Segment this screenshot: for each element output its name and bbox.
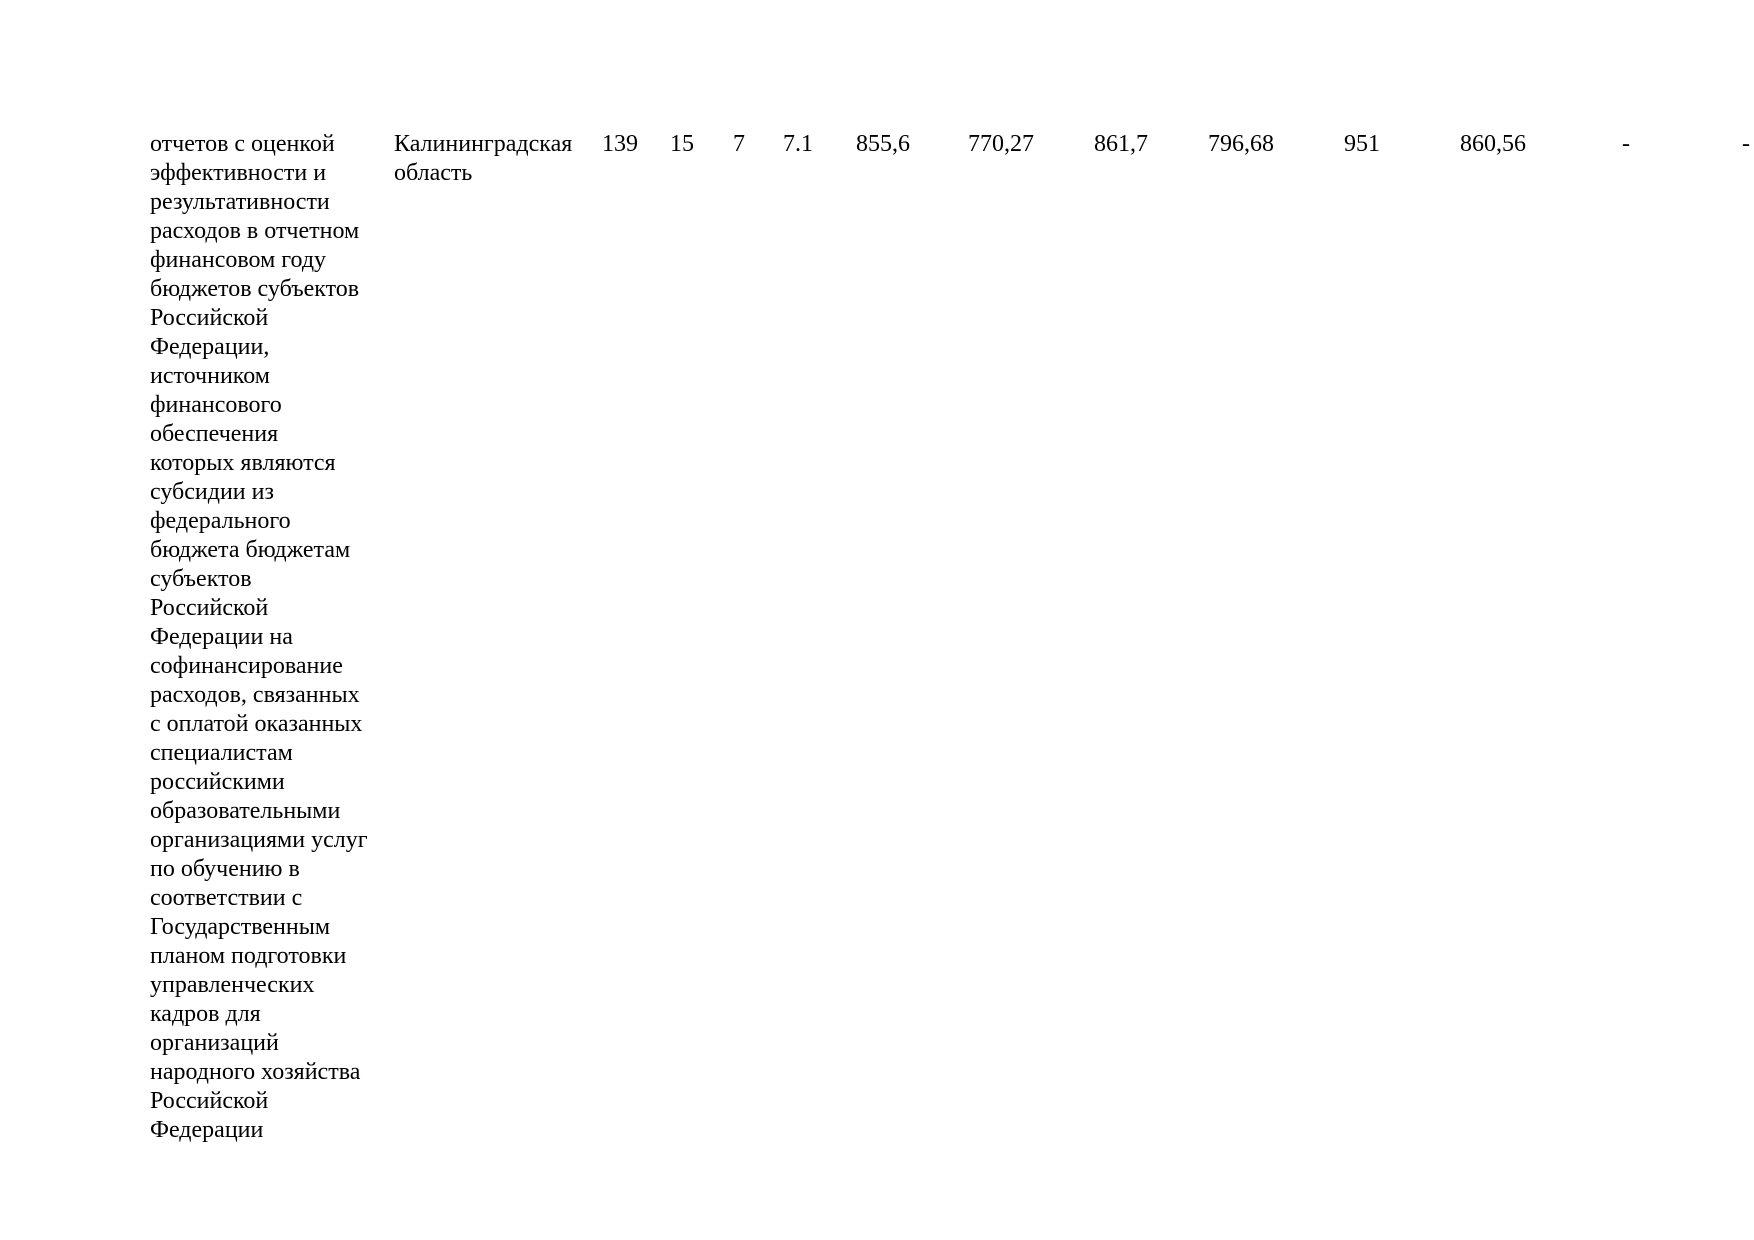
description-line: организаций [150,1030,279,1056]
description-line: по обучению в [150,856,300,882]
region-line: область [394,160,473,186]
description-line: расходов в отчетном [150,218,360,244]
description-line: Российской [150,1088,269,1114]
value-cell: 770,27 [968,131,1034,157]
value-cell: 796,68 [1208,131,1274,157]
description-line: обеспечения [150,421,279,447]
description-line: бюджетов субъектов [150,276,360,302]
value-cell: 860,56 [1460,131,1526,157]
description-line: эффективности и [150,160,327,186]
description-line: Федерации, [150,334,270,360]
indicator-description [150,130,382,1145]
code-cell: 7 [733,131,745,157]
code-cell: 15 [670,131,694,157]
description-line: соответствии с [150,885,303,911]
value-cell: 855,6 [856,131,910,157]
description-line: субсидии из [150,479,274,505]
description-line: Федерации [150,1117,264,1143]
description-line: результативности [150,189,330,215]
description-line: источником [150,363,270,389]
description-line: образовательными [150,798,341,824]
value-cell: - [1742,131,1750,157]
region-cell [394,130,594,188]
description-line: отчетов с оценкой [150,131,335,157]
description-line: бюджета бюджетам [150,537,351,563]
description-line: софинансирование [150,653,343,679]
description-line: управленческих [150,972,315,998]
description-line: российскими [150,769,285,795]
description-line: расходов, связанных [150,682,360,708]
description-line: финансовом году [150,247,327,273]
description-line: субъектов [150,566,252,592]
description-line: Федерации на [150,624,293,650]
code-cell: 7.1 [783,131,813,157]
description-line: планом подготовки [150,943,347,969]
code-cell: 139 [602,131,638,157]
description-line: Российской [150,305,269,331]
value-cell: 861,7 [1094,131,1148,157]
description-line: организациями услуг [150,827,368,853]
description-line: финансового [150,392,282,418]
description-line: Российской [150,595,269,621]
value-cell: - [1622,131,1630,157]
description-line: с оплатой оказанных [150,711,363,737]
description-line: кадров для [150,1001,261,1027]
description-line: народного хозяйства [150,1059,361,1085]
value-cell: 951 [1344,131,1380,157]
description-line: которых являются [150,450,336,476]
description-line: Государственным [150,914,331,940]
description-line: специалистам [150,740,293,766]
description-line: федерального [150,508,291,534]
region-line: Калининградская [394,131,573,157]
